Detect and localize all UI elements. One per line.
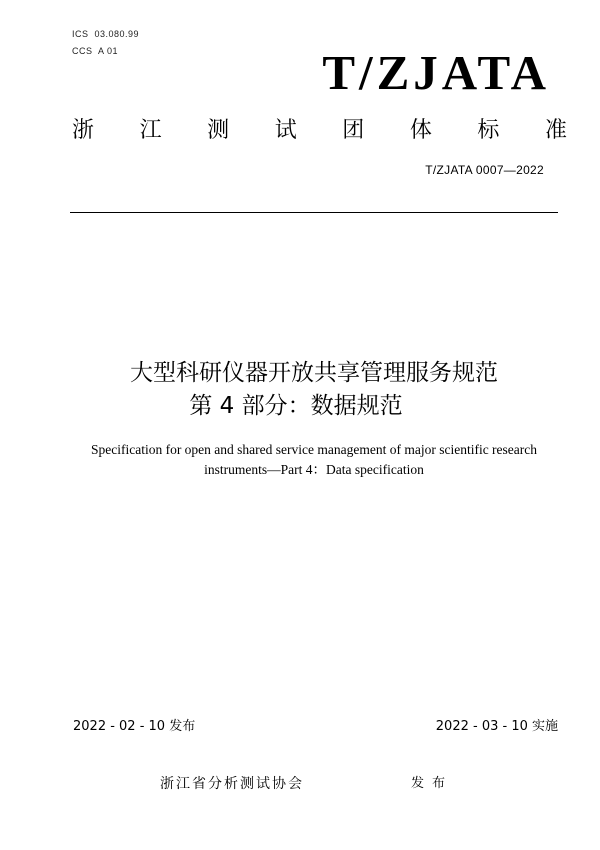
standard-type-char: 测: [207, 118, 230, 143]
standard-type-char: 标: [477, 118, 500, 143]
standard-type-heading: [72, 116, 567, 146]
standard-type-char: 江: [139, 118, 162, 143]
standard-number: T/ZJATA 0007—2022: [425, 163, 544, 177]
issuing-organization: 浙江省分析测试协会: [160, 776, 304, 792]
standard-type-char: 浙: [72, 118, 95, 143]
issuer-action-label: 发布: [411, 776, 454, 791]
english-title-line-2: instruments—Part 4：Data specification: [204, 462, 424, 477]
implementation-date: 2022 - 03 - 10 实施: [435, 719, 558, 734]
standard-code-logo: T/ZJATA: [322, 45, 550, 100]
standard-type-char: 团: [342, 118, 365, 143]
standard-type-char: 试: [274, 118, 297, 143]
standard-type-char: 体: [409, 118, 432, 143]
ics-classification-code: ICS 03.080.99: [72, 29, 140, 39]
header-divider: [70, 212, 558, 213]
chinese-title: 大型科研仪器开放共享管理服务规范: [130, 360, 498, 386]
ccs-classification-code: CCS A 01: [72, 46, 119, 56]
english-title-line-1: Specification for open and shared service management of major scientific research: [90, 442, 538, 457]
chinese-part-title: 第 4 部分：数据规范: [189, 393, 403, 419]
issue-date: 2022 - 02 - 10 发布: [73, 719, 196, 734]
standard-type-char: 准: [544, 118, 567, 143]
